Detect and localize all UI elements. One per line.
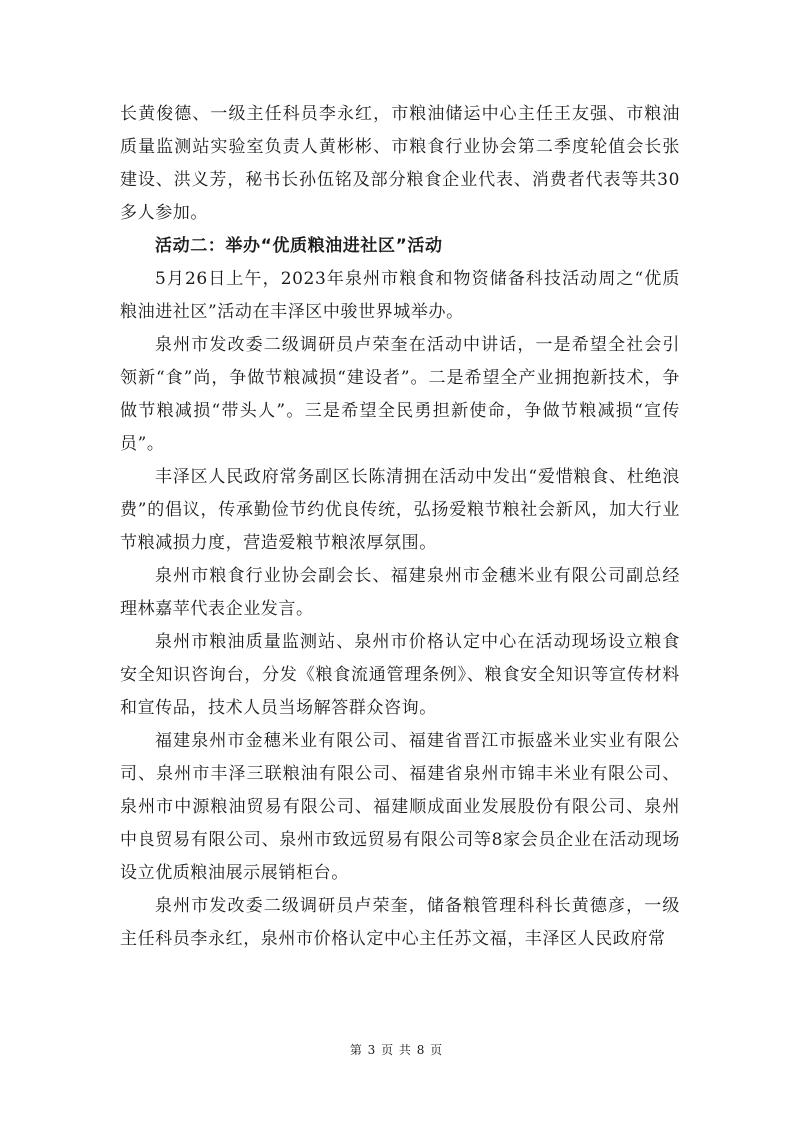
paragraph-initiative-chen: 丰泽区人民政府常务副区长陈清拥在活动中发出“爱惜粮食、杜绝浪费”的倡议，传承勤俭节约优良传统，弘扬爱粮节粮社会新风，加大行业节粮减损力度，营造爱粮节粮浓厚氛围。 bbox=[120, 467, 680, 553]
document-body bbox=[120, 98, 680, 956]
paragraph-officials-present: 泉州市发改委二级调研员卢荣奎，储备粮管理科科长黄德彦，一级主任科员李永红，泉州市价格认定中心主任苏文福，丰泽区人民政府常 bbox=[120, 896, 680, 949]
paragraph-attendees-continued: 长黄俊德、一级主任科员李永红，市粮油储运中心主任王友强、市粮油质量监测站实验室负责人黄彬彬、市粮食行业协会第二季度轮值会长张建设、洪义芳，秘书长孙伍铭及部分粮食企业代表、消费者代表等共30多人参加。 bbox=[120, 104, 680, 223]
paragraph-consultation-desk: 泉州市粮油质量监测站、泉州市价格认定中心在活动现场设立粮食安全知识咨询台，分发《粮食流通管理条例》、粮食安全知识等宣传材料和宣传品，技术人员当场解答群众咨询。 bbox=[120, 632, 680, 718]
page-number-footer: 第 3 页 共 8 页 bbox=[349, 1043, 444, 1057]
section-heading-activity-two: 活动二：举办“优质粮油进社区”活动 bbox=[155, 236, 443, 256]
paragraph-speech-lu: 泉州市发改委二级调研员卢荣奎在活动中讲话，一是希望全社会引领新“食”尚，争做节粮减损“建设者”。二是希望全产业拥抱新技术，争做节粮减损“带头人”。三是希望全民勇担新使命，争做节粮减损“宣传员”。 bbox=[120, 335, 680, 454]
paragraph-member-enterprises: 福建泉州市金穗米业有限公司、福建省晋江市振盛米业实业有限公司、泉州市丰泽三联粮油有限公司、福建省泉州市锦丰米业有限公司、泉州市中源粮油贸易有限公司、福建顺成面业发展股份有限公司、泉州中良贸易有限公司、泉州市致远贸易有限公司等8家会员企业在活动现场设立优质粮油展示展销柜台。 bbox=[120, 731, 680, 883]
paragraph-enterprise-speech: 泉州市粮食行业协会副会长、福建泉州市金穗米业有限公司副总经理林嘉苹代表企业发言。 bbox=[120, 566, 680, 619]
paragraph-event-intro: 5月26日上午，2023年泉州市粮食和物资储备科技活动周之“优质粮油进社区”活动在丰泽区中骏世界城举办。 bbox=[120, 269, 680, 322]
